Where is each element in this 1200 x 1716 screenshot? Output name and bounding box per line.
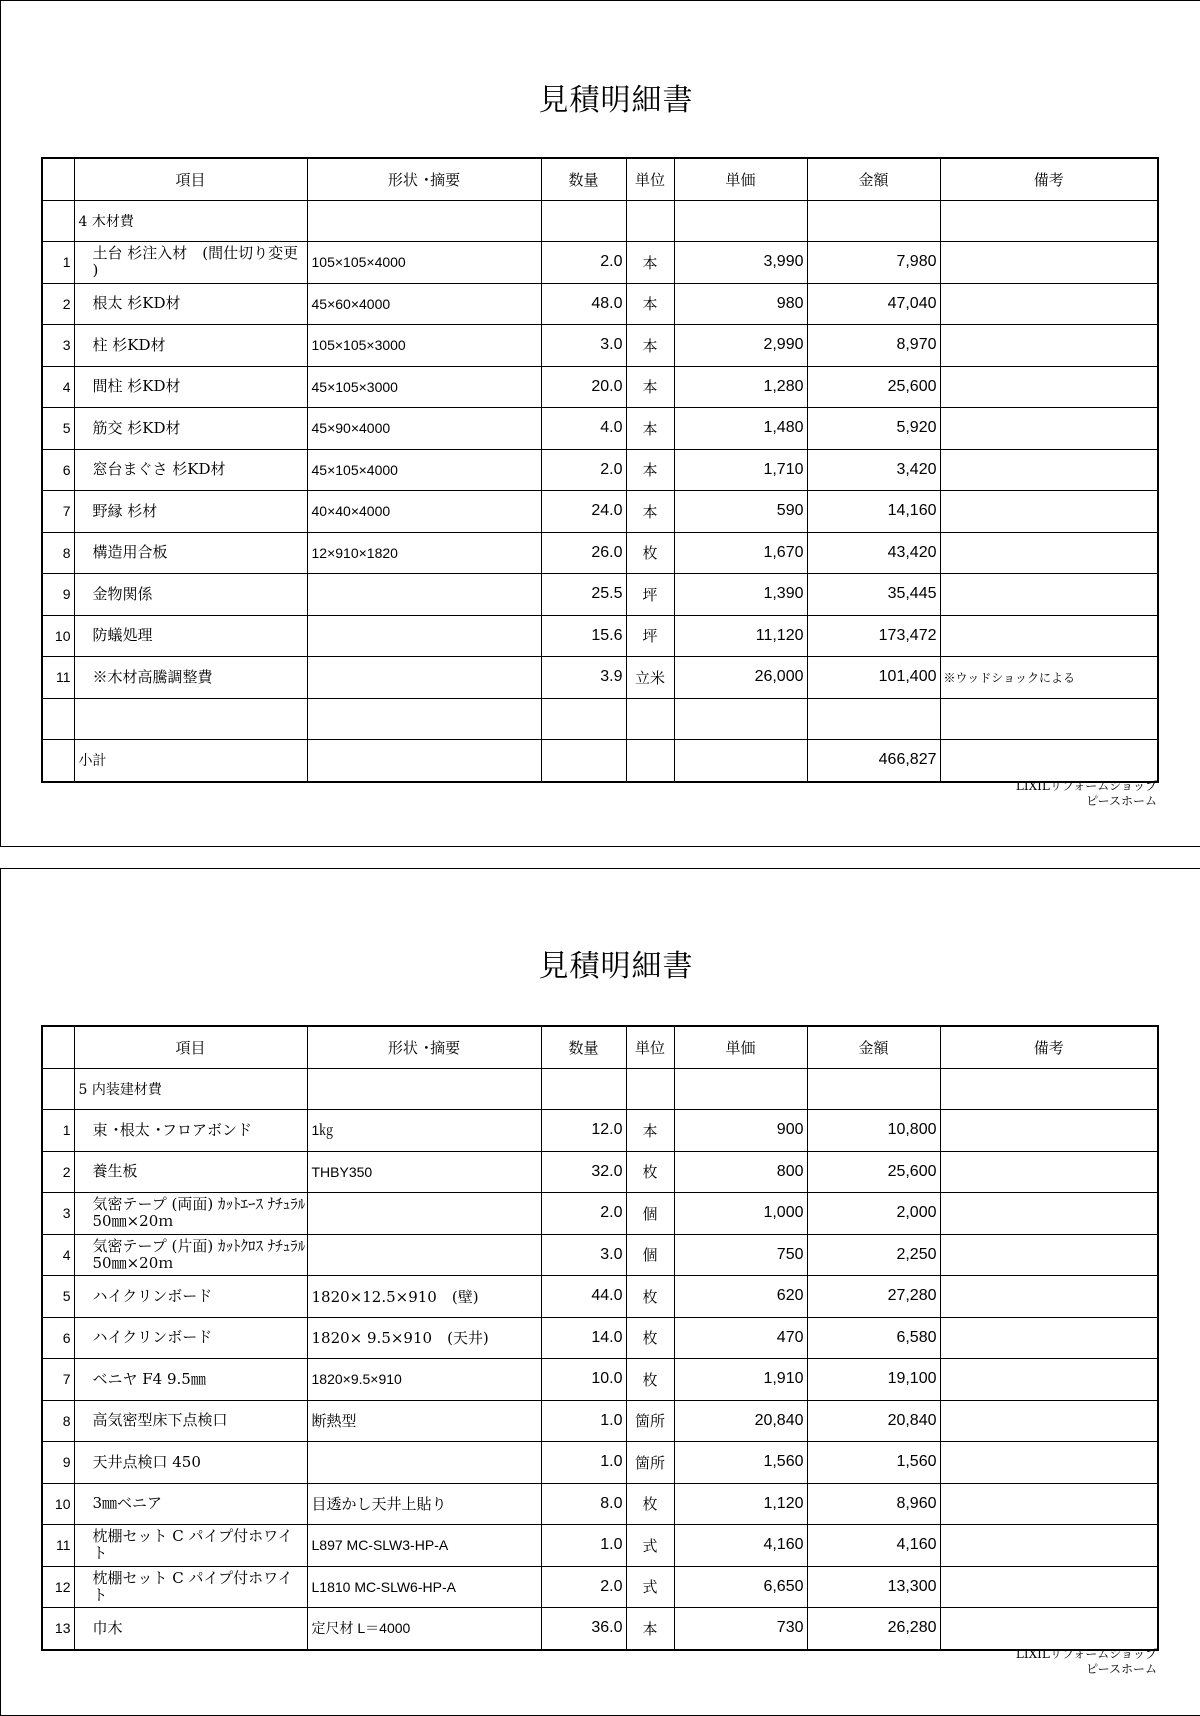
row-note [940, 1608, 1158, 1650]
footer-shop-name: LIXILリフォームショップ [1015, 779, 1157, 793]
row-number: 11 [42, 657, 74, 699]
company-footer [1016, 779, 1157, 809]
table-row [42, 1566, 1158, 1608]
row-spec: 断熱型 [307, 1400, 541, 1442]
row-spec: 12×910×1820 [307, 532, 541, 574]
row-number: 6 [42, 449, 74, 491]
row-quantity: 2.0 [541, 1193, 626, 1235]
row-unit: 本 [626, 1110, 674, 1152]
row-amount: 13,300 [807, 1566, 940, 1608]
row-note: ※ウッドショックによる [940, 657, 1158, 699]
section-row [42, 200, 1158, 242]
row-unit-price: 1,710 [674, 449, 807, 491]
row-item: 天井点検口 450 [74, 1442, 307, 1484]
row-note [940, 1359, 1158, 1401]
row-quantity: 1.0 [541, 1442, 626, 1484]
row-quantity: 1.0 [541, 1525, 626, 1567]
row-quantity: 2.0 [541, 242, 626, 284]
sheet-title: 見積明細書 [538, 949, 694, 984]
row-unit-price: 590 [674, 491, 807, 533]
row-item: 気密テープ (両面) ｶｯﾄｴｰｽ ﾅﾁｭﾗﾙ 50㎜×20ｍ [74, 1193, 307, 1235]
row-item: 枕棚セット C パイプ付ホワイト [74, 1566, 307, 1608]
row-number: 12 [42, 1566, 74, 1608]
footer-company-name: ピースホーム [1086, 794, 1157, 808]
row-unit: 本 [626, 408, 674, 450]
row-item: 柱 杉KD材 [74, 325, 307, 367]
row-amount: 8,960 [807, 1483, 940, 1525]
row-note [940, 491, 1158, 533]
table-row [42, 242, 1158, 284]
table-row [42, 1359, 1158, 1401]
row-quantity: 2.0 [541, 1566, 626, 1608]
row-unit-price: 730 [674, 1608, 807, 1650]
row-item: 金物関係 [74, 574, 307, 616]
row-spec [307, 1234, 541, 1276]
row-quantity: 20.0 [541, 366, 626, 408]
row-spec: L897 MC-SLW3-HP-A [307, 1525, 541, 1567]
row-spec: THBY350 [307, 1151, 541, 1193]
row-unit-price: 1,000 [674, 1193, 807, 1235]
row-quantity: 26.0 [541, 532, 626, 574]
row-item: ※木材高騰調整費 [74, 657, 307, 699]
row-quantity: 8.0 [541, 1483, 626, 1525]
table-row [42, 408, 1158, 450]
row-note [940, 1151, 1158, 1193]
row-amount: 25,600 [807, 1151, 940, 1193]
row-amount: 25,600 [807, 366, 940, 408]
row-spec: 1820× 9.5×910 (天井) [307, 1317, 541, 1359]
table-row [42, 1317, 1158, 1359]
row-unit: 本 [626, 491, 674, 533]
row-note [940, 1276, 1158, 1318]
row-note [940, 1110, 1158, 1152]
row-item: 養生板 [74, 1151, 307, 1193]
row-unit: 坪 [626, 574, 674, 616]
row-unit-price: 1,390 [674, 574, 807, 616]
row-item: 筋交 杉KD材 [74, 408, 307, 450]
row-spec: 105×105×3000 [307, 325, 541, 367]
table-row [42, 366, 1158, 408]
estimate-sheet-2 [0, 868, 1200, 1716]
row-number: 13 [42, 1608, 74, 1650]
row-quantity: 3.0 [541, 1234, 626, 1276]
row-item: 防蟻処理 [74, 615, 307, 657]
row-unit-price: 3,990 [674, 242, 807, 284]
row-unit-price: 1,670 [674, 532, 807, 574]
row-unit: 枚 [626, 1317, 674, 1359]
row-unit-price: 6,650 [674, 1566, 807, 1608]
header-row [42, 158, 1158, 200]
row-item: 構造用合板 [74, 532, 307, 574]
row-unit: 箇所 [626, 1400, 674, 1442]
row-unit-price: 980 [674, 283, 807, 325]
row-unit-price: 800 [674, 1151, 807, 1193]
row-amount: 101,400 [807, 657, 940, 699]
row-item: 気密テープ (片面) ｶｯﾄｸﾛｽ ﾅﾁｭﾗﾙ 50㎜×20ｍ [74, 1234, 307, 1276]
row-note [940, 615, 1158, 657]
table-row [42, 615, 1158, 657]
row-amount: 5,920 [807, 408, 940, 450]
row-spec [307, 1193, 541, 1235]
table-row [42, 532, 1158, 574]
row-amount: 20,840 [807, 1400, 940, 1442]
header-price: 単価 [674, 158, 807, 200]
row-quantity: 44.0 [541, 1276, 626, 1318]
row-note [940, 366, 1158, 408]
subtotal-label: 小計 [74, 740, 307, 782]
row-quantity: 1.0 [541, 1400, 626, 1442]
row-spec: 定尺材 L＝4000 [307, 1608, 541, 1650]
header-no [42, 158, 74, 200]
row-note [940, 1234, 1158, 1276]
table-row [42, 1525, 1158, 1567]
header-item: 項目 [74, 158, 307, 200]
table-row [42, 1234, 1158, 1276]
subtotal-row [42, 740, 1158, 782]
footer-shop-name: LIXILリフォームショップ [1015, 1647, 1157, 1661]
row-quantity: 14.0 [541, 1317, 626, 1359]
row-note [940, 574, 1158, 616]
row-unit-price: 620 [674, 1276, 807, 1318]
row-amount: 47,040 [807, 283, 940, 325]
table-row [42, 1483, 1158, 1525]
row-amount: 43,420 [807, 532, 940, 574]
row-quantity: 12.0 [541, 1110, 626, 1152]
sheet-title: 見積明細書 [538, 83, 694, 118]
row-quantity: 24.0 [541, 491, 626, 533]
table-row [42, 491, 1158, 533]
row-amount: 1,560 [807, 1442, 940, 1484]
row-unit: 個 [626, 1234, 674, 1276]
row-amount: 4,160 [807, 1525, 940, 1567]
row-spec: 45×105×3000 [307, 366, 541, 408]
item-rows [42, 242, 1158, 699]
row-unit: 本 [626, 449, 674, 491]
section-label: 5 内装建材費 [74, 1068, 307, 1110]
row-item: 枕棚セット C パイプ付ホワイト [74, 1525, 307, 1567]
row-item: 根太 杉KD材 [74, 283, 307, 325]
row-unit: 式 [626, 1525, 674, 1567]
row-unit-price: 1,280 [674, 366, 807, 408]
row-number: 8 [42, 532, 74, 574]
row-number: 4 [42, 366, 74, 408]
row-quantity: 3.0 [541, 325, 626, 367]
row-spec: 105×105×4000 [307, 242, 541, 284]
header-note: 備考 [940, 1026, 1158, 1068]
row-note [940, 325, 1158, 367]
row-item: 3㎜ベニア [74, 1483, 307, 1525]
row-spec: 45×105×4000 [307, 449, 541, 491]
estimate-table [41, 157, 1159, 783]
header-no [42, 1026, 74, 1068]
subtotal-amount: 466,827 [807, 740, 940, 782]
header-spec: 形状 ･摘要 [307, 158, 541, 200]
row-unit: 本 [626, 242, 674, 284]
header-price: 単価 [674, 1026, 807, 1068]
blank-row [42, 698, 1158, 740]
row-unit: 式 [626, 1566, 674, 1608]
table-row [42, 1400, 1158, 1442]
row-note [940, 1317, 1158, 1359]
row-number: 10 [42, 1483, 74, 1525]
row-number: 1 [42, 242, 74, 284]
row-spec: 40×40×4000 [307, 491, 541, 533]
row-unit: 枚 [626, 1151, 674, 1193]
row-note [940, 449, 1158, 491]
table-row [42, 449, 1158, 491]
company-footer [1016, 1647, 1157, 1677]
row-number: 5 [42, 1276, 74, 1318]
row-number: 7 [42, 491, 74, 533]
row-spec [307, 1442, 541, 1484]
row-item: 土台 杉注入材 (間仕切り変更 ) [74, 242, 307, 284]
row-note [940, 532, 1158, 574]
row-spec: 45×60×4000 [307, 283, 541, 325]
row-unit: 枚 [626, 1483, 674, 1525]
row-unit-price: 26,000 [674, 657, 807, 699]
row-note [940, 1442, 1158, 1484]
row-spec [307, 574, 541, 616]
row-unit-price: 4,160 [674, 1525, 807, 1567]
row-number: 6 [42, 1317, 74, 1359]
row-amount: 2,000 [807, 1193, 940, 1235]
table-row [42, 1442, 1158, 1484]
row-amount: 14,160 [807, 491, 940, 533]
row-unit-price: 900 [674, 1110, 807, 1152]
row-amount: 19,100 [807, 1359, 940, 1401]
row-spec: 45×90×4000 [307, 408, 541, 450]
row-spec: 目透かし天井上貼り [307, 1483, 541, 1525]
header-note: 備考 [940, 158, 1158, 200]
table-row [42, 325, 1158, 367]
header-item: 項目 [74, 1026, 307, 1068]
row-amount: 27,280 [807, 1276, 940, 1318]
row-unit: 枚 [626, 1359, 674, 1401]
row-note [940, 408, 1158, 450]
row-unit: 本 [626, 1608, 674, 1650]
row-unit-price: 11,120 [674, 615, 807, 657]
header-unit: 単位 [626, 1026, 674, 1068]
table-row [42, 574, 1158, 616]
row-number: 2 [42, 1151, 74, 1193]
row-unit-price: 1,560 [674, 1442, 807, 1484]
row-number: 3 [42, 1193, 74, 1235]
table-row [42, 1276, 1158, 1318]
row-unit-price: 1,480 [674, 408, 807, 450]
row-quantity: 32.0 [541, 1151, 626, 1193]
row-number: 4 [42, 1234, 74, 1276]
row-unit-price: 470 [674, 1317, 807, 1359]
header-unit: 単位 [626, 158, 674, 200]
row-note [940, 1483, 1158, 1525]
row-item: 高気密型床下点検口 [74, 1400, 307, 1442]
row-item: ハイクリンボード [74, 1317, 307, 1359]
table-row [42, 1110, 1158, 1152]
estimate-table [41, 1025, 1159, 1651]
row-amount: 7,980 [807, 242, 940, 284]
table-row [42, 657, 1158, 699]
row-item: 巾木 [74, 1608, 307, 1650]
row-quantity: 25.5 [541, 574, 626, 616]
row-unit: 本 [626, 325, 674, 367]
row-unit-price: 750 [674, 1234, 807, 1276]
row-number: 9 [42, 574, 74, 616]
item-rows [42, 1110, 1158, 1650]
row-item: 野縁 杉材 [74, 491, 307, 533]
row-spec: 1㎏ [307, 1110, 541, 1152]
table-row [42, 1193, 1158, 1235]
row-amount: 26,280 [807, 1608, 940, 1650]
row-amount: 10,800 [807, 1110, 940, 1152]
table-row [42, 283, 1158, 325]
row-amount: 2,250 [807, 1234, 940, 1276]
row-note [940, 242, 1158, 284]
header-row [42, 1026, 1158, 1068]
row-quantity: 10.0 [541, 1359, 626, 1401]
row-amount: 8,970 [807, 325, 940, 367]
row-note [940, 1193, 1158, 1235]
row-spec: L1810 MC-SLW6-HP-A [307, 1566, 541, 1608]
row-number: 1 [42, 1110, 74, 1152]
row-spec [307, 657, 541, 699]
section-label: 4 木材費 [74, 200, 307, 242]
header-qty: 数量 [541, 1026, 626, 1068]
row-number: 7 [42, 1359, 74, 1401]
row-note [940, 1566, 1158, 1608]
row-number: 5 [42, 408, 74, 450]
row-unit: 立米 [626, 657, 674, 699]
row-unit: 枚 [626, 1276, 674, 1318]
row-amount: 3,420 [807, 449, 940, 491]
table-row [42, 1151, 1158, 1193]
header-spec: 形状 ･摘要 [307, 1026, 541, 1068]
row-item: 間柱 杉KD材 [74, 366, 307, 408]
row-note [940, 1400, 1158, 1442]
row-amount: 173,472 [807, 615, 940, 657]
row-unit-price: 1,120 [674, 1483, 807, 1525]
row-item: 窓台まぐさ 杉KD材 [74, 449, 307, 491]
row-unit: 枚 [626, 532, 674, 574]
row-number: 3 [42, 325, 74, 367]
row-unit: 本 [626, 283, 674, 325]
row-quantity: 15.6 [541, 615, 626, 657]
row-unit-price: 1,910 [674, 1359, 807, 1401]
row-spec: 1820×9.5×910 [307, 1359, 541, 1401]
row-unit-price: 2,990 [674, 325, 807, 367]
row-amount: 35,445 [807, 574, 940, 616]
section-row [42, 1068, 1158, 1110]
row-number: 10 [42, 615, 74, 657]
row-number: 2 [42, 283, 74, 325]
row-spec: 1820×12.5×910 (壁) [307, 1276, 541, 1318]
table-row [42, 1608, 1158, 1650]
header-qty: 数量 [541, 158, 626, 200]
row-item: ハイクリンボード [74, 1276, 307, 1318]
row-unit: 坪 [626, 615, 674, 657]
row-amount: 6,580 [807, 1317, 940, 1359]
row-quantity: 4.0 [541, 408, 626, 450]
row-quantity: 3.9 [541, 657, 626, 699]
row-quantity: 2.0 [541, 449, 626, 491]
header-amount: 金額 [807, 1026, 940, 1068]
row-number: 9 [42, 1442, 74, 1484]
row-number: 8 [42, 1400, 74, 1442]
row-item: 束 ･根太 ･フロアボンド [74, 1110, 307, 1152]
row-note [940, 283, 1158, 325]
header-amount: 金額 [807, 158, 940, 200]
row-quantity: 36.0 [541, 1608, 626, 1650]
row-unit: 本 [626, 366, 674, 408]
row-note [940, 1525, 1158, 1567]
row-unit-price: 20,840 [674, 1400, 807, 1442]
row-spec [307, 615, 541, 657]
footer-company-name: ピースホーム [1086, 1662, 1157, 1676]
row-unit: 個 [626, 1193, 674, 1235]
row-item: ベニヤ F4 9.5㎜ [74, 1359, 307, 1401]
estimate-sheet-1 [0, 0, 1200, 847]
row-quantity: 48.0 [541, 283, 626, 325]
row-unit: 箇所 [626, 1442, 674, 1484]
row-number: 11 [42, 1525, 74, 1567]
